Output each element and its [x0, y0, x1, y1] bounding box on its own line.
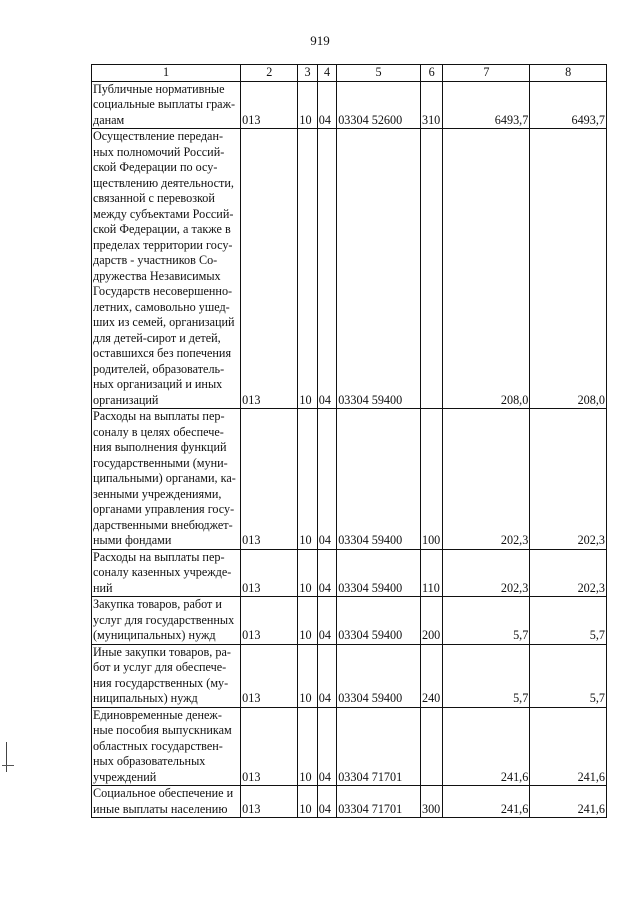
admin-code-cell: 013	[241, 549, 298, 597]
subsection-code-cell: 04	[317, 644, 336, 707]
admin-code-cell: 013	[241, 81, 298, 129]
row-name-cell: Публичные нормативные социальные выплаты граж- данам	[92, 81, 241, 129]
target-item-cell: 03304 71701	[337, 786, 421, 818]
page-number: 919	[310, 33, 330, 48]
column-number: 5	[337, 65, 421, 82]
expense-type-cell: 100	[420, 409, 442, 550]
amount-cell: 208,0	[443, 129, 530, 409]
expense-type-cell: 110	[420, 549, 442, 597]
row-name-cell: Осуществление передан- ных полномочий Россий- ской Федерации по осу- ществлению деятельности, связанной с перевозкой между субъектами Россий- ской Федерации, а также в пределах территории госу- дарств - участников Со- дружества Независимых Государств несовершенно- летних, самовольно ушед- ших из семей, организаций для детей-сирот и детей, оставшихся без попечения родителей, образователь- ных организаций и иных организаций	[92, 129, 241, 409]
table-row	[92, 597, 607, 645]
scan-edge-mark	[2, 765, 14, 766]
row-name-cell: Единовременные денеж- ные пособия выпускникам областных государствен- ных образовательных учреждений	[92, 707, 241, 786]
amount-cell: 241,6	[530, 786, 607, 818]
subsection-code-cell: 04	[317, 597, 336, 645]
amount-cell: 241,6	[530, 707, 607, 786]
admin-code-cell: 013	[241, 786, 298, 818]
section-code-cell: 10	[298, 549, 317, 597]
section-code-cell: 10	[298, 129, 317, 409]
section-code-cell: 10	[298, 786, 317, 818]
amount-cell: 202,3	[530, 549, 607, 597]
target-item-cell: 03304 59400	[337, 409, 421, 550]
table-row	[92, 549, 607, 597]
target-item-cell: 03304 59400	[337, 549, 421, 597]
amount-cell: 5,7	[530, 644, 607, 707]
expense-type-cell: 310	[420, 81, 442, 129]
row-name-cell: Закупка товаров, работ и услуг для государственных (муниципальных) нужд	[92, 597, 241, 645]
target-item-cell: 03304 52600	[337, 81, 421, 129]
expense-type-cell	[420, 707, 442, 786]
admin-code-cell: 013	[241, 129, 298, 409]
row-name-cell: Иные закупки товаров, ра- бот и услуг для обеспече- ния государственных (му- ниципальных) нужд	[92, 644, 241, 707]
amount-cell: 6493,7	[530, 81, 607, 129]
column-number: 7	[443, 65, 530, 82]
row-name-cell: Социальное обеспечение и иные выплаты населению	[92, 786, 241, 818]
expense-type-cell: 200	[420, 597, 442, 645]
column-number: 6	[420, 65, 442, 82]
amount-cell: 241,6	[443, 707, 530, 786]
table-row	[92, 129, 607, 409]
section-code-cell: 10	[298, 707, 317, 786]
row-name-cell: Расходы на выплаты пер- соналу в целях обеспече- ния выполнения функций государственными (муни- ципальными) органами, ка- зенными учреждениями, органами управления госу- дарственными внебюджет- ными фондами	[92, 409, 241, 550]
admin-code-cell: 013	[241, 644, 298, 707]
subsection-code-cell: 04	[317, 707, 336, 786]
subsection-code-cell: 04	[317, 549, 336, 597]
expense-type-cell: 300	[420, 786, 442, 818]
amount-cell: 208,0	[530, 129, 607, 409]
section-code-cell: 10	[298, 644, 317, 707]
column-number: 3	[298, 65, 317, 82]
amount-cell: 5,7	[530, 597, 607, 645]
admin-code-cell: 013	[241, 409, 298, 550]
section-code-cell: 10	[298, 597, 317, 645]
target-item-cell: 03304 59400	[337, 129, 421, 409]
table-row	[92, 707, 607, 786]
amount-cell: 202,3	[530, 409, 607, 550]
amount-cell: 6493,7	[443, 81, 530, 129]
amount-cell: 5,7	[443, 644, 530, 707]
column-number: 8	[530, 65, 607, 82]
amount-cell: 202,3	[443, 409, 530, 550]
admin-code-cell: 013	[241, 597, 298, 645]
column-number: 1	[92, 65, 241, 82]
amount-cell: 5,7	[443, 597, 530, 645]
subsection-code-cell: 04	[317, 786, 336, 818]
column-number: 4	[317, 65, 336, 82]
row-name-cell: Расходы на выплаты пер- соналу казенных учрежде- ний	[92, 549, 241, 597]
subsection-code-cell: 04	[317, 81, 336, 129]
amount-cell: 202,3	[443, 549, 530, 597]
budget-table	[91, 64, 607, 818]
table-row	[92, 644, 607, 707]
section-code-cell: 10	[298, 81, 317, 129]
table-row	[92, 81, 607, 129]
subsection-code-cell: 04	[317, 409, 336, 550]
amount-cell: 241,6	[443, 786, 530, 818]
column-number: 2	[241, 65, 298, 82]
target-item-cell: 03304 59400	[337, 597, 421, 645]
expense-type-cell: 240	[420, 644, 442, 707]
subsection-code-cell: 04	[317, 129, 336, 409]
table-row	[92, 786, 607, 818]
admin-code-cell: 013	[241, 707, 298, 786]
target-item-cell: 03304 71701	[337, 707, 421, 786]
scan-edge-mark	[6, 742, 9, 772]
column-number-row	[92, 65, 607, 82]
target-item-cell: 03304 59400	[337, 644, 421, 707]
expense-type-cell	[420, 129, 442, 409]
table-row	[92, 409, 607, 550]
section-code-cell: 10	[298, 409, 317, 550]
